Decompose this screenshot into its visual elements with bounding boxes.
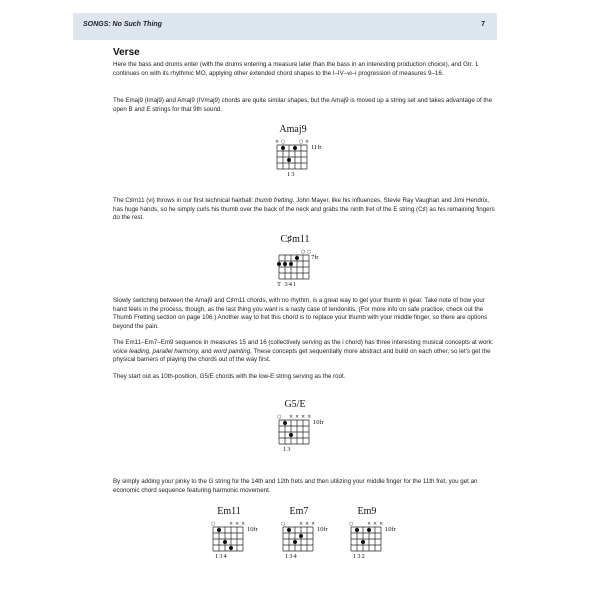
- fret-position: 10fr: [313, 419, 324, 426]
- svg-text:○: ○: [307, 249, 312, 255]
- svg-text:×: ×: [299, 521, 304, 527]
- fret-position: 11fr: [311, 144, 322, 151]
- chord-name: Em9: [357, 506, 377, 517]
- svg-text:×: ×: [307, 414, 312, 420]
- fingering: 134: [215, 553, 228, 560]
- svg-text:×: ×: [301, 414, 306, 420]
- svg-text:×: ×: [311, 521, 316, 527]
- svg-text:×: ×: [379, 521, 384, 527]
- fret-position: 10fr: [247, 526, 258, 533]
- svg-text:×: ×: [229, 521, 234, 527]
- page-number: 7: [481, 21, 485, 28]
- svg-text:○: ○: [299, 139, 304, 145]
- chord-diagram-amaj9: [271, 124, 341, 184]
- svg-text:×: ×: [295, 414, 300, 420]
- fingering: 134: [285, 553, 298, 560]
- chord-diagram-em11: [207, 506, 277, 566]
- chord-diagram-g5e: [273, 399, 343, 459]
- chord-name: C♯m11: [280, 234, 310, 245]
- svg-text:○: ○: [301, 249, 306, 255]
- chord-name: G5/E: [284, 399, 306, 410]
- svg-text:×: ×: [275, 139, 280, 145]
- header-title: SONGS: No Such Thing: [83, 21, 162, 28]
- svg-text:×: ×: [305, 521, 310, 527]
- svg-text:×: ×: [367, 521, 372, 527]
- fret-position: 7fr: [311, 254, 319, 261]
- chord-diagram-csm11: [273, 234, 343, 294]
- svg-text:×: ×: [305, 139, 310, 145]
- chord-diagram-em9: [345, 506, 415, 566]
- section-title: Verse: [113, 47, 140, 58]
- paragraph-amaj9: The Emaj9 (Imaj9) and Amaj9 (IVmaj9) chords are quite similar shapes, but the Amaj9 is moved up a string set and takes advantage of the open B and E strings for that 9th sound.: [113, 97, 493, 113]
- svg-text:○: ○: [349, 521, 354, 527]
- book-page: [73, 0, 497, 600]
- fingering: 13: [283, 446, 292, 453]
- fingering: T 341: [277, 281, 298, 288]
- svg-text:×: ×: [373, 521, 378, 527]
- svg-text:○: ○: [281, 139, 286, 145]
- paragraph-g5e: They start out as 10th-position, G5/E chords with the low-E string serving as the root.: [113, 373, 346, 380]
- fingering: 13: [287, 171, 296, 178]
- chord-grid: [271, 138, 341, 178]
- chord-name: Em7: [289, 506, 309, 517]
- fret-position: 10fr: [385, 526, 396, 533]
- svg-text:○: ○: [277, 414, 282, 420]
- svg-text:×: ×: [235, 521, 240, 527]
- chord-name: Amaj9: [279, 124, 307, 135]
- fingering: 132: [353, 553, 366, 560]
- svg-text:×: ×: [241, 521, 246, 527]
- svg-text:○: ○: [281, 521, 286, 527]
- chord-name: Em11: [217, 506, 241, 517]
- svg-text:○: ○: [211, 521, 216, 527]
- svg-text:×: ×: [289, 414, 294, 420]
- paragraph-intro: Here the bass and drums enter (with the drums entering a measure later than the bass in an interesting production choice), and Gtr. 1 continues on with its rhythmic MO, applying other extended chord shapes to the I–IV–vi–i progression of measures 9–16.: [113, 61, 479, 77]
- chord-diagram-em7: [277, 506, 347, 566]
- paragraph-csm11: The C♯m11 (vi) throws in our first technical hairball: thumb fretting. John Mayer, like his influences, Stevie Ray Vaughan and Jimi Hendrix, has huge hands, so he simply curls his thumb over the back of the neck and grabs the ninth fret of the E string (C♯) as his remaining fingers do the rest.: [113, 197, 495, 222]
- paragraph-thumb: Slowly switching between the Amaj9 and C♯m11 chords, with no rhythm, is a great way to get your thumb in gear. Take note of how your hand feels in the process, though, as the last thing you want is a nasty case of tendonitis. (For more info on safe practice, check out the Thumb Fretting section on page 106.) Another way to fret this chord is to replace your thumb with your middle finger, so there are options beyond the pain.: [113, 297, 488, 330]
- fret-position: 10fr: [317, 526, 328, 533]
- paragraph-em-sequence: The Em11–Em7–Em9 sequence in measures 15 and 16 (collectively serving as the i chord) has three interesting musical concepts at work: voice leading, parallel harmony, and word painting. These concepts get sequentially more abstract and build on each other, so let's get the physical barriers of playing the chords out of the way first.: [113, 339, 494, 364]
- paragraph-pinky: By simply adding your pinky to the G string for the 14th and 12th frets and then utilizing your middle finger for the 11th fret, you get an economic chord sequence featuring harmonic movement.: [113, 478, 478, 494]
